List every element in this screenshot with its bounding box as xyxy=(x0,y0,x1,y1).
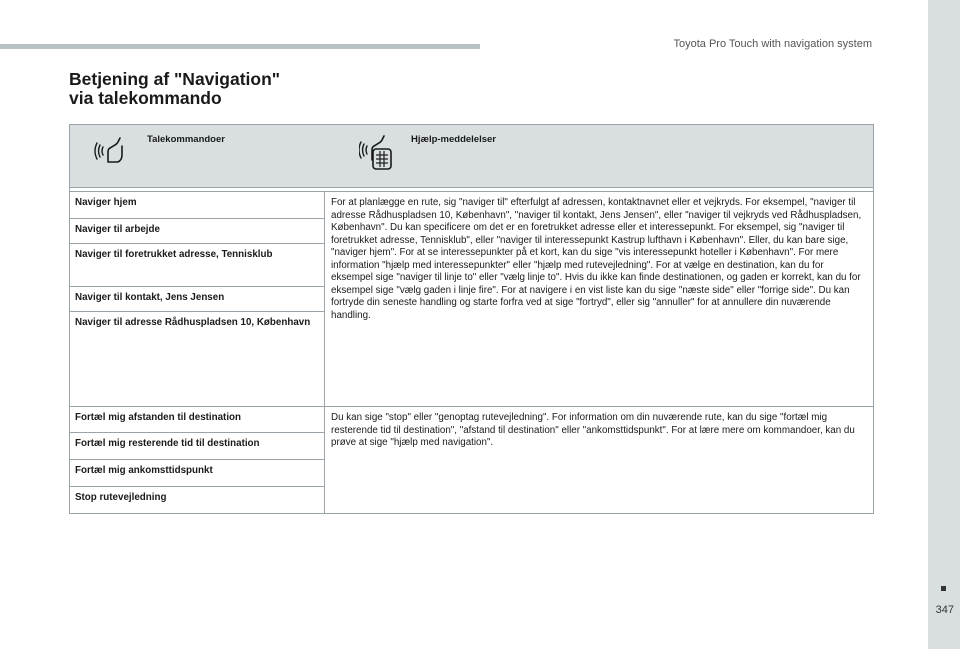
command-row: Naviger til foretrukket adresse, Tennisklub xyxy=(70,244,324,287)
command-row: Fortæl mig resterende tid til destination xyxy=(70,433,324,460)
voice-command-table xyxy=(69,124,874,514)
column-header-commands xyxy=(70,125,337,187)
column-header-help xyxy=(337,125,873,187)
voice-command-hand-icon xyxy=(94,135,126,168)
table-header xyxy=(70,125,873,188)
command-row: Stop rutevejledning xyxy=(75,492,167,503)
command-row: Naviger til arbejde xyxy=(70,219,324,244)
voice-help-hand-icon xyxy=(359,135,393,174)
help-message: Du kan sige "stop" eller "genoptag rutevejledning". For information om din nuværende rute, kan du sige "fortæl mig resterende tid til destination", "afstand til destination" eller "ankomsttidspunkt". For at lære mere om kommandoer, kan du prøve at sige "hjælp med navigation". xyxy=(331,412,855,448)
command-list xyxy=(70,407,325,513)
page-title xyxy=(69,70,280,108)
column-header-commands-label: Talekommandoer xyxy=(147,134,225,145)
page-title-line1: Betjening af "Navigation" xyxy=(69,69,281,89)
command-list xyxy=(70,192,325,406)
command-group-navigation xyxy=(70,192,873,407)
column-header-help-label: Hjælp-meddelelser xyxy=(411,134,496,145)
command-group-route-info xyxy=(70,407,873,513)
command-row: Naviger hjem xyxy=(70,192,324,219)
command-row: Naviger til kontakt, Jens Jensen xyxy=(70,287,324,312)
top-rule xyxy=(0,44,480,49)
continuation-marker xyxy=(941,586,946,591)
help-message: For at planlægge en rute, sig "naviger til" efterfulgt af adressen, kontaktnavnet eller et vejkryds. For eksempel, "naviger til adresse Rådhuspladsen 10, København", "naviger til kontakt, Jens Jensen", eller "naviger til vejkryds ved Rådhuspladsen, København". Du kan specificere om det er en foretrukket adresse eller et interessepunkt. For eksempel, sig "naviger til foretrukket adresse, Tennisklub", eller "naviger til interessepunkt Kastrup lufthavn i København". Eller, du kan bare sige, "naviger hjem". For at se interessepunkter på et kort, kan du sige "vis interessepunkt hoteller i København". For mere information "hjælp med interessepunkter" eller "hjælp med rutevejledning". For at vælge en destination, kan du for eksempel sige "naviger til linje to" eller "vælg linje to". Hvis du ikke kan finde destinationen, og gaden er korrekt, kan du for eksempel sige "vælg gaden i linje fire". For at navigere i en vist liste kan du sige "næste side" eller "forrige side". Du kan fortryde din seneste handling og starte forfra ved at sige "fortryd", eller sig "annuller" for at annullere din nuværende handling. xyxy=(331,197,862,321)
page-number: 347 xyxy=(935,604,954,616)
command-row: Fortæl mig afstanden til destination xyxy=(70,407,324,433)
running-header: Toyota Pro Touch with navigation system xyxy=(673,38,872,50)
command-row: Naviger til adresse Rådhuspladsen 10, København xyxy=(75,317,311,328)
page-title-line2: via talekommando xyxy=(69,88,222,108)
page-edge-tab xyxy=(928,0,960,649)
command-row: Fortæl mig ankomsttidspunkt xyxy=(70,460,324,487)
